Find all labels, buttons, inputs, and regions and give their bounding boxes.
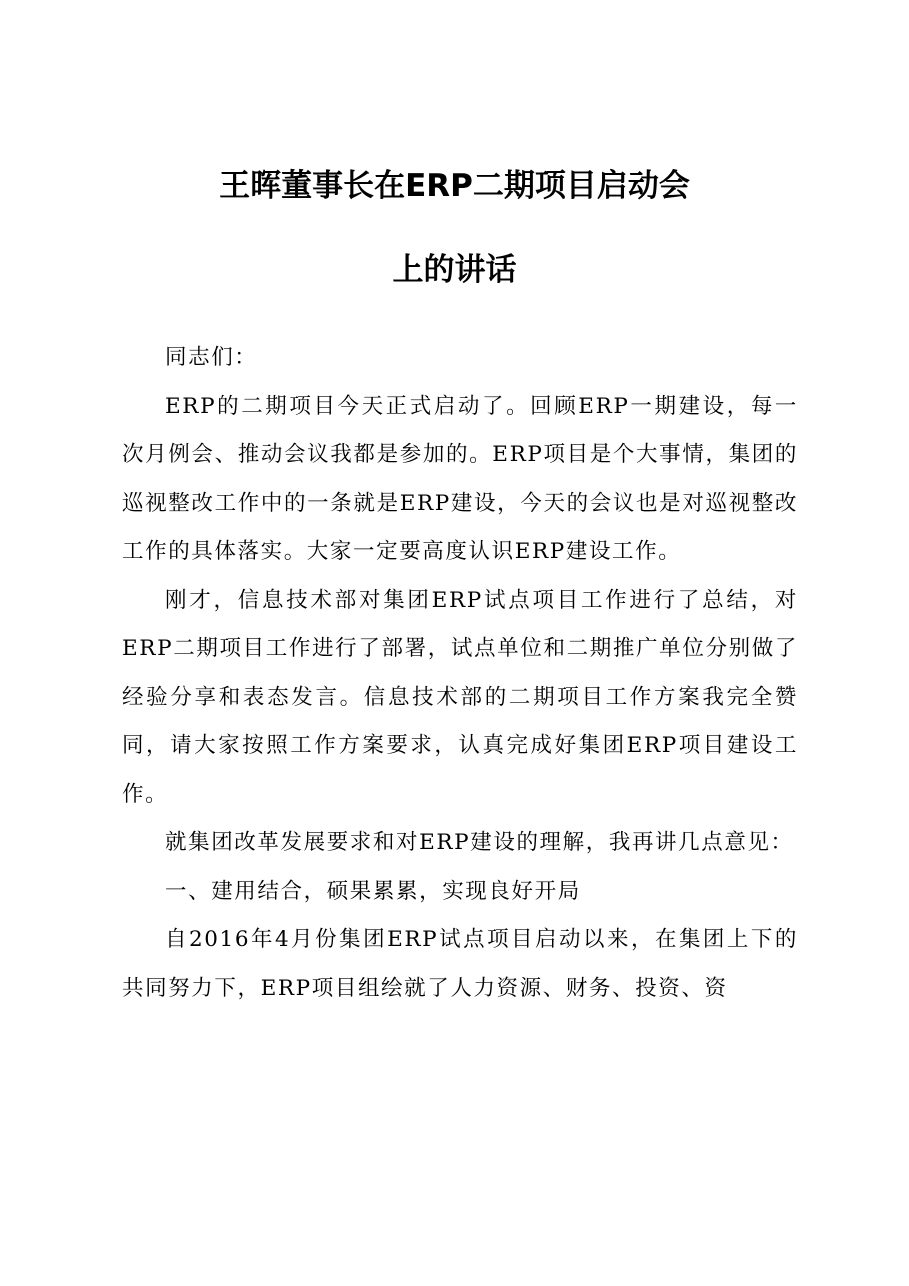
document-title-line-1: 王晖董事长在ERP二期项目启动会 [219,168,690,204]
paragraph-opinions: 就集团改革发展要求和对ERP建设的理解，我再讲几点意见： [165,830,794,855]
section-heading-1: 一、建用结合，硕果累累，实现良好开局 [165,878,581,904]
paragraph-intro: ERP的二期项目今天正式启动了。回顾ERP一期建设，每一次月例会、推动会议我都是参加的。ERP项目是个大事情，集团的巡视整改工作中的一条就是ERP建设，今天的会议也是对巡视整改工作的具体落实。大家一定要高度认识ERP建设工作。 [122,393,798,564]
salutation: 同志们： [165,345,258,370]
document-body [122,334,798,1013]
paragraph-summary: 刚才，信息技术部对集团ERP试点项目工作进行了总结，对ERP二期项目工作进行了部署，试点单位和二期推广单位分别做了经验分享和表态发言。信息技术部的二期项目工作方案我完全赞同，请大家按照工作方案要求，认真完成好集团ERP项目建设工作。 [122,587,798,807]
paragraph-section-1: 自2016年4月份集团ERP试点项目启动以来，在集团上下的共同努力下，ERP项目组绘就了人力资源、财务、投资、资 [122,927,798,1001]
document-title-line-2: 上的讲话 [392,252,517,288]
